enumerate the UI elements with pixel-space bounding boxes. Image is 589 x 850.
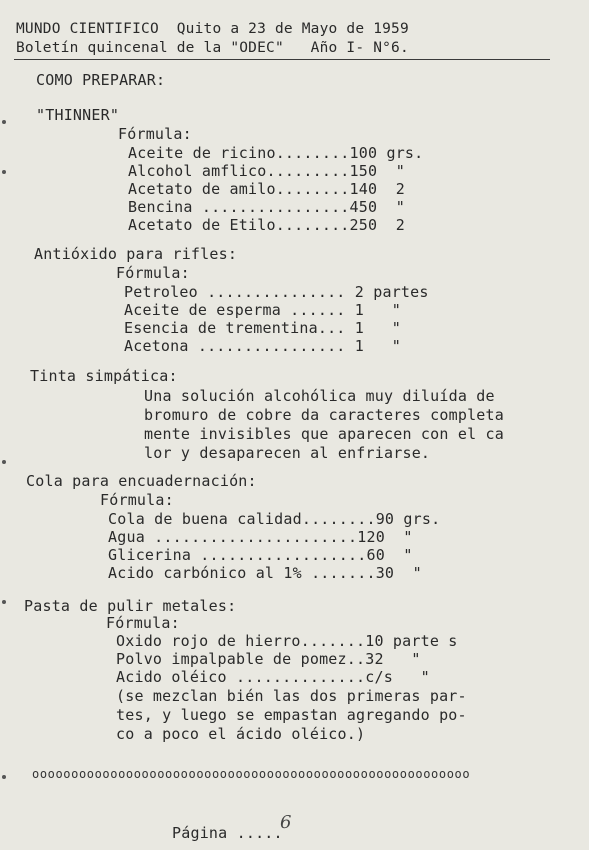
ingredient-line: Oxido rojo de hierro.......10 parte s [116, 632, 458, 650]
header-rule [14, 59, 550, 60]
binder-hole-mark [2, 460, 6, 464]
recipe-title-thinner: "THINNER" [36, 106, 120, 124]
binder-hole-mark [2, 120, 6, 124]
formula-label: Fórmula: [116, 264, 190, 282]
ingredient-line: Alcohol amflico.........150 " [128, 162, 405, 180]
recipe-title-tinta: Tinta simpática: [30, 367, 178, 385]
ingredient-line: Cola de buena calidad........90 grs. [108, 510, 441, 528]
description-line: bromuro de cobre da caracteres completa [144, 406, 504, 424]
description-line: lor y desaparecen al enfriarse. [144, 444, 431, 462]
ingredient-line: Bencina ................450 " [128, 198, 405, 216]
section-title: COMO PREPARAR: [36, 71, 166, 89]
header-line-1: MUNDO CIENTIFICO Quito a 23 de Mayo de 1959 [16, 21, 409, 37]
ingredient-line: Glicerina ..................60 " [108, 546, 413, 564]
ingredient-line: Acetona ................ 1 " [124, 337, 401, 355]
recipe-title-pasta: Pasta de pulir metales: [24, 597, 237, 615]
note-line: tes, y luego se empastan agregando po- [116, 706, 467, 724]
ingredient-line: Acido oléico ..............c/s " [116, 668, 430, 686]
ingredient-line: Aceite de ricino........100 grs. [128, 144, 424, 162]
page-label: Página ..... [172, 824, 283, 842]
binder-hole-mark [2, 775, 6, 779]
recipe-title-cola: Cola para encuadernación: [26, 472, 257, 490]
ingredient-line: Acido carbónico al 1% .......30 " [108, 564, 422, 582]
header-line-2: Boletín quincenal de la "ODEC" Año I- N°6. [16, 40, 409, 56]
note-line: (se mezclan bién las dos primeras par- [116, 687, 467, 705]
handwritten-page-number: 6 [280, 812, 292, 833]
ingredient-line: Polvo impalpable de pomez..32 " [116, 650, 421, 668]
description-line: Una solución alcohólica muy diluída de [144, 387, 495, 405]
binder-hole-mark [2, 170, 6, 174]
formula-label: Fórmula: [118, 125, 192, 143]
ingredient-line: Aceite de esperma ...... 1 " [124, 301, 401, 319]
dotted-separator: oooooooooooooooooooooooooooooooooooooooooooooooooooooooo [32, 767, 471, 781]
ingredient-line: Esencia de trementina... 1 " [124, 319, 401, 337]
formula-label: Fórmula: [100, 491, 174, 509]
note-line: co a poco el ácido oléico.) [116, 725, 366, 743]
formula-label: Fórmula: [106, 614, 180, 632]
ingredient-line: Acetato de Etilo........250 2 [128, 216, 405, 234]
ingredient-line: Agua ......................120 " [108, 528, 413, 546]
ingredient-line: Acetato de amilo........140 2 [128, 180, 405, 198]
description-line: mente invisibles que aparecen con el ca [144, 425, 504, 443]
recipe-title-antioxido: Antióxido para rifles: [34, 245, 238, 263]
ingredient-line: Petroleo ............... 2 partes [124, 283, 429, 301]
binder-hole-mark [2, 600, 6, 604]
